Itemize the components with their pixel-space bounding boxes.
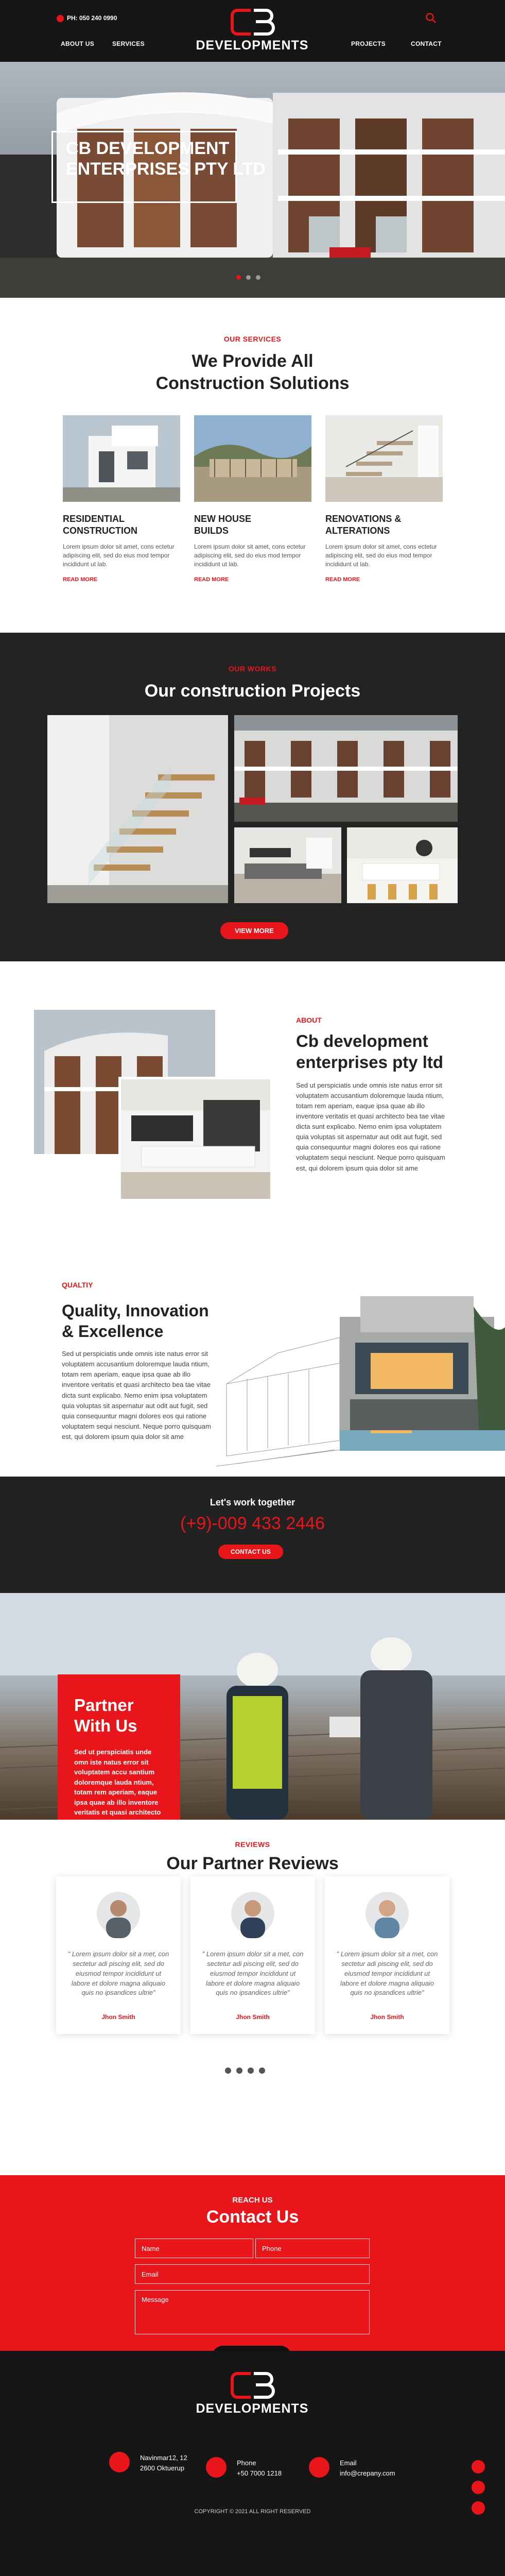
read-more-residential[interactable]: READ MORE	[63, 577, 98, 583]
nav-services[interactable]: SERVICES	[112, 40, 145, 47]
about-section	[0, 961, 505, 1260]
quality-title: Quality, Innovation & Excellence	[62, 1301, 209, 1341]
footer-phone-value: +50 7000 1218	[237, 2469, 282, 2477]
review-quote-3: " Lorem ipsum dolor sit a met, con sectetur adi piscing elit, sed do eiusmod tempor incididunt ut labore et dolore magna aliquaio quis no ipsandices ultrie"	[336, 1950, 438, 1997]
partner-paragraph: Sed ut perspiciatis unde omn iste natus error sit voluptatem accu santium doloremque lauda ntium, totam rem aperiam, eaque ipsa quae ab illo inventore veritatis et quasi architecto	[74, 1748, 161, 1817]
review-quote-2: " Lorem ipsum dolor sit a met, con sectetur adi piscing elit, sed do eiusmod tempor incididunt ut labore et dolore magna aliquaio quis no ipsandices ultrie"	[202, 1950, 304, 1997]
reviewer-avatar-1	[97, 1892, 140, 1935]
logo-monogram-icon	[230, 7, 274, 37]
service-text-residential: Lorem ipsum dolor sit amet, cons ectetur adipiscing elit, sed do eius mod tempor incididunt ut lab.	[63, 543, 175, 568]
reviewer-avatar-2	[231, 1892, 274, 1935]
hero-title-line1: CB DEVELOPMENT	[66, 139, 230, 158]
twitter-icon[interactable]	[472, 2481, 485, 2494]
partner-section	[0, 1593, 505, 1820]
service-text-renovations: Lorem ipsum dolor sit amet, cons ectetur adipiscing elit, sed do eius mod tempor incididunt ut lab.	[325, 543, 437, 568]
service-card-renovations	[325, 415, 443, 583]
read-more-renovations[interactable]: READ MORE	[325, 577, 360, 583]
services-kicker: OUR SERVICES	[223, 335, 282, 343]
location-icon	[109, 2452, 130, 2472]
address-line2: 2600 Oktuerup	[140, 2464, 185, 2472]
header-logo[interactable]	[190, 7, 314, 53]
email-input[interactable]	[135, 2264, 370, 2284]
footer-phone-icon	[206, 2457, 227, 2478]
reviews-page-2[interactable]	[236, 2067, 242, 2074]
reviews-pager	[222, 2067, 268, 2076]
hero-dot-1[interactable]	[236, 275, 241, 280]
contact-kicker: REACH US	[232, 2196, 273, 2205]
about-paragraph: Sed ut perspiciatis unde omnis iste natus error sit voluptatem accusantium doloremque lauda ntium, totam rem aperiam, eaque ipsa quae ab illo inventore veritatis et quasi architecto bea tae vitae dicta sunt explicabo. Nemo enim ipsa voluptatem quia voluptas sit aspernatur aut odit aut fugit, sed quia consequuntur magni dolores eos qui ratione voluptatem sequi nesciunt. Neque porro quisquam est, qui dolorem ipsum quia dolor sit ame	[296, 1081, 445, 1172]
reviewer-name-1: Jhon Smith	[101, 2013, 135, 2021]
service-title-residential: RESIDENTIAL CONSTRUCTION	[63, 514, 137, 536]
reviewer-name-3: Jhon Smith	[370, 2013, 404, 2021]
projects-section	[0, 633, 505, 961]
reviews-section	[0, 1820, 505, 2175]
quality-image-sketch-house	[216, 1276, 505, 1471]
service-image-renovations	[325, 415, 443, 502]
hero-slider-dots	[234, 273, 263, 282]
hero-title-line2: ENTERPRISES PTY LTD	[66, 159, 266, 179]
header-phone-text: PH: 050 240 0990	[67, 14, 117, 22]
cta-phone[interactable]: (+9)-009 433 2446	[180, 1514, 325, 1533]
reviewer-name-2: Jhon Smith	[236, 2013, 270, 2021]
quality-section	[0, 1260, 505, 1477]
project-image-dining[interactable]	[347, 827, 458, 903]
name-input[interactable]	[135, 2239, 253, 2258]
service-title-newhouse: NEW HOUSE BUILDS	[194, 514, 252, 536]
project-image-kitchen[interactable]	[234, 827, 341, 903]
nav-contact[interactable]: CONTACT	[411, 40, 442, 47]
footer-logo-monogram-icon	[230, 2370, 274, 2400]
reviews-page-1[interactable]	[225, 2067, 231, 2074]
about-title: Cb development enterprises pty ltd	[296, 1031, 444, 1072]
search-icon[interactable]	[425, 12, 437, 24]
cta-title: Let's work together	[210, 1497, 295, 1507]
footer-phone-label: Phone	[237, 2459, 256, 2467]
about-image-kitchen	[118, 1077, 268, 1196]
hero-dot-3[interactable]	[256, 275, 260, 280]
about-kicker: ABOUT	[296, 1016, 322, 1024]
contact-section	[0, 2175, 505, 2351]
service-image-newhouse	[194, 415, 311, 502]
reviews-title: Our Partner Reviews	[166, 1854, 339, 1873]
project-image-townhouses[interactable]	[234, 715, 458, 822]
reviews-page-3[interactable]	[248, 2067, 254, 2074]
review-quote-1: " Lorem ipsum dolor sit a met, con sectetur adi piscing elit, sed do eiusmod tempor incididunt ut labore et dolore magna aliquaio quis no ipsandices ultrie"	[67, 1950, 169, 1997]
header-phone[interactable]	[57, 14, 117, 22]
partner-box	[58, 1674, 180, 1844]
service-title-renovations: RENOVATIONS & ALTERATIONS	[325, 514, 402, 536]
projects-kicker: OUR WORKS	[228, 665, 277, 673]
hero-dot-2[interactable]	[246, 275, 251, 280]
reviewer-avatar-3	[365, 1892, 409, 1935]
address-line1: Navinmar12, 12	[140, 2454, 187, 2462]
services-section	[0, 298, 505, 633]
services-title-line1: We Provide All	[191, 351, 314, 371]
hero-title	[66, 138, 266, 179]
footer-logo-word: DEVELOPMENTS	[196, 2401, 309, 2416]
email-icon	[309, 2457, 329, 2478]
projects-title: Our construction Projects	[144, 681, 361, 701]
footer-email-value: info@crepany.com	[340, 2469, 395, 2477]
quality-kicker: QUALTIY	[62, 1281, 93, 1289]
cta-section	[0, 1477, 505, 1593]
hero-banner	[0, 62, 505, 298]
view-more-button[interactable]: VIEW MORE	[220, 922, 288, 939]
partner-title: Partner With Us	[74, 1696, 137, 1735]
project-image-staircase[interactable]	[47, 715, 228, 903]
contact-us-button[interactable]: CONTACT US	[218, 1545, 283, 1559]
read-more-newhouse[interactable]: READ MORE	[194, 577, 229, 583]
nav-about[interactable]: ABOUT US	[61, 40, 95, 47]
site-header	[0, 0, 505, 62]
footer-logo[interactable]	[190, 2370, 314, 2416]
review-card-3	[325, 1876, 449, 2034]
phone-icon	[57, 15, 64, 22]
services-title-line2: Construction Solutions	[155, 373, 350, 393]
phone-input[interactable]	[255, 2239, 370, 2258]
message-textarea[interactable]	[135, 2290, 370, 2334]
nav-projects[interactable]: PROJECTS	[351, 40, 386, 47]
quality-paragraph: Sed ut perspiciatis unde omnis iste natus error sit voluptatem accusantium doloremque lauda ntium, totam rem aperiam, eaque ipsa quae ab illo inventore veritatis et quasi architecto bea tae vitae dicta sunt explicabo. Nemo enim ipsa voluptatem quia voluptas sit aspernatur aut odit aut fugit, sed quia consequuntur magni dolores eos qui ratione voluptatem sequi nesciunt. Neque porro quisquam est, qui dolorem ipsum quia dolor sit ame	[62, 1350, 211, 1441]
copyright: COPYRIGHT © 2021 ALL RIGHT RESERVED	[194, 2509, 311, 2515]
about-text-block	[296, 1016, 445, 1174]
reviews-page-4[interactable]	[259, 2067, 265, 2074]
service-image-residential	[63, 415, 180, 502]
contact-title: Contact Us	[206, 2207, 299, 2227]
service-card-newhouse	[194, 415, 311, 583]
service-text-newhouse: Lorem ipsum dolor sit amet, cons ectetur adipiscing elit, sed do eius mod tempor incididunt ut lab.	[194, 543, 306, 568]
quality-text-block	[62, 1281, 216, 1442]
footer-email-label: Email	[340, 2459, 357, 2467]
facebook-icon[interactable]	[472, 2460, 485, 2473]
logo-word: DEVELOPMENTS	[196, 38, 309, 53]
reviews-kicker: REVIEWS	[235, 1840, 270, 1849]
services-title	[0, 350, 505, 394]
review-card-1	[56, 1876, 181, 2034]
review-card-2	[190, 1876, 315, 2034]
service-card-residential	[63, 415, 180, 583]
site-footer	[0, 2351, 505, 2576]
